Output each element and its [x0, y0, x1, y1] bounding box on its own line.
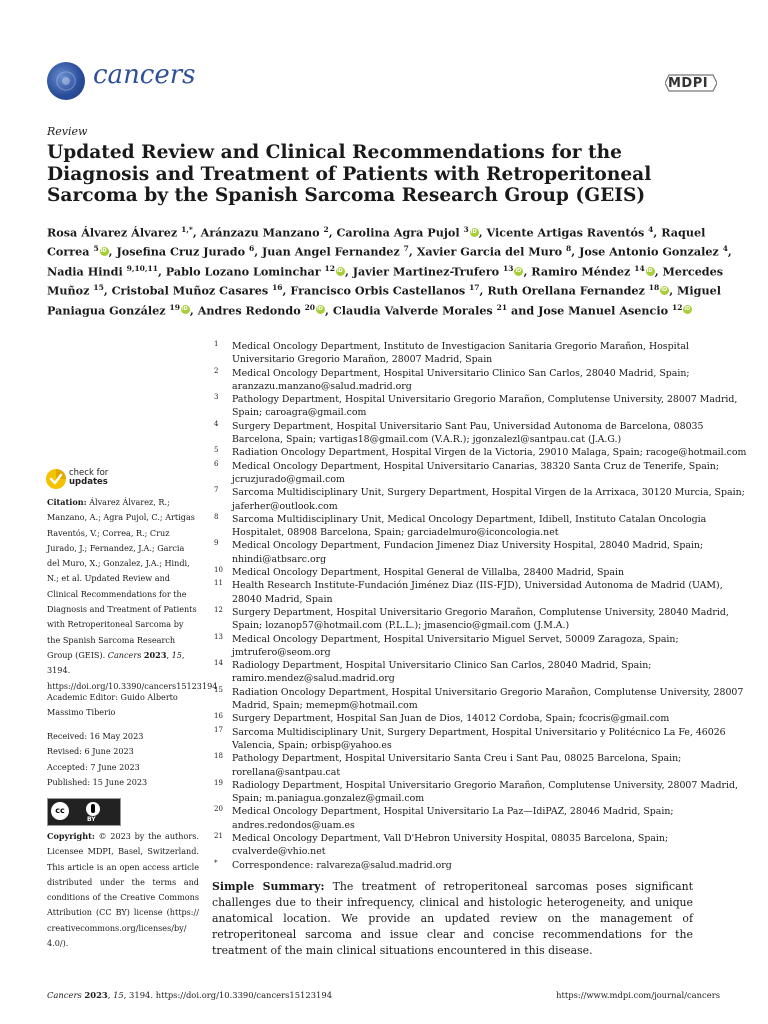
- cc-icon: cc: [51, 802, 69, 820]
- author-separator: ,: [523, 264, 532, 279]
- author-separator: ,: [727, 245, 732, 260]
- author-name: Miguel Paniagua González: [47, 284, 721, 318]
- affiliation-number: 9: [214, 539, 219, 548]
- author-name: Cristobal Muñoz Casares: [111, 284, 269, 299]
- author-separator: ,: [479, 284, 488, 299]
- author-separator: ,: [189, 303, 198, 318]
- affiliation-number: 17: [214, 725, 223, 734]
- journal-logo-icon: [47, 62, 85, 100]
- author-affiliation-ref: 4: [722, 244, 728, 254]
- author-affiliation-ref: 16: [272, 283, 283, 293]
- summary-text: The treatment of retroperitoneal sarcomas poses significant challenges due to their infrequency, clinical and histologic heterogeneity, and unique anatomical location. We provide an updated review on the management of retroperitoneal sarcoma and issue clear and concise recommendations for the treatment of the main clinical situations encountered in this disease.: [212, 880, 693, 957]
- affiliation-text: Medical Oncology Department, Hospital Universitario Clinico San Carlos, 28040 Madrid, Spain; aranzazu.manzano@salud.madrid.org: [232, 367, 690, 392]
- citation-text: Álvarez Álvarez, R.; Manzano, A.; Agra Pujol, C.; Artigas Raventós, V.; Correa, R.; Cruz Jurado, J.; Fernandez, J.A.; Garcia del Muro, X.; Gonzalez, J.A.; Hindi, N.; et al. Updated Review and Clinical Recommendations for the Diagnosis and Treatment of Patients with Retroperitoneal Sarcoma by the Spanish Sarcoma Research Group (GEIS).: [47, 497, 197, 660]
- affiliation-item: [212, 752, 752, 779]
- affiliation-number: 4: [214, 419, 219, 428]
- author-affiliation-ref: 4: [648, 225, 654, 234]
- by-person-icon: [86, 802, 100, 816]
- date-published: Published: 15 June 2023: [47, 776, 148, 787]
- author-name: Francisco Orbis Castellanos: [290, 284, 466, 299]
- author-name: Claudia Valverde Morales: [332, 303, 493, 318]
- academic-editor: Academic Editor: Guido Alberto Massimo Tiberio: [47, 692, 178, 718]
- author-separator: ,: [192, 225, 201, 240]
- orcid-icon[interactable]: [646, 267, 655, 276]
- author-name: Javier Martinez-Trufero: [352, 264, 500, 279]
- author-separator: ,: [325, 303, 333, 318]
- check-line1: check for: [69, 468, 109, 478]
- author-affiliation-ref: 17: [469, 283, 480, 293]
- affiliation-item: [212, 686, 752, 713]
- by-label: BY: [87, 816, 96, 823]
- author-affiliation-ref: 13: [503, 263, 514, 273]
- dates-block: [47, 729, 199, 790]
- affiliation-number: 1: [214, 340, 219, 348]
- affiliation-text: Medical Oncology Department, Instituto de Investigacion Sanitaria Gregorio Marañon, Hospital Universitario Gregorio Marañon, 28007 Madrid, Spain: [232, 341, 689, 366]
- author-separator: ,: [108, 245, 117, 260]
- affiliation-number: 16: [214, 712, 223, 721]
- affiliation-text: Radiation Oncology Department, Hospital Virgen de la Victoria, 29010 Malaga, Spain; racoge@hotmail.com: [232, 447, 747, 459]
- date-received: Received: 16 May 2023: [47, 731, 144, 741]
- affiliation-number: 13: [214, 632, 223, 641]
- affiliation-item: [212, 712, 752, 725]
- affiliation-text: Pathology Department, Hospital Universitario Gregorio Marañon, Complutense University, 28007 Madrid, Spain; caroagra@gmail.com: [232, 394, 738, 419]
- affiliation-text: Medical Oncology Department, Fundacion Jimenez Diaz University Hospital, 28040 Madrid, Spain; nhindi@atbsarc.org: [232, 540, 704, 565]
- footer-year: 2023: [84, 990, 108, 1000]
- author-separator: ,: [254, 245, 262, 260]
- affiliation-number: 19: [214, 778, 223, 787]
- affiliation-text: Surgery Department, Hospital San Juan de Dios, 14012 Cordoba, Spain; fcocris@gmail.com: [232, 713, 670, 725]
- affiliation-number: 5: [214, 446, 219, 455]
- author-affiliation-ref: 21: [496, 302, 508, 312]
- author-separator: ,: [282, 284, 291, 299]
- author-affiliation-ref: 2: [323, 225, 329, 234]
- affiliation-item: [212, 659, 752, 686]
- citation-block: Citation: Álvarez Álvarez, R.; Manzano, A.; Agra Pujol, C.; Artigas Raventós, V.; Correa, R.; Cruz Jurado, J.; Fernandez, J.A.; Garcia del Muro, X.; Gonzalez, J.A.; Hindi, N.; et al. Updated Review and Clinical Recommendations for the Diagnosis and Treatment of Patients with Retroperitoneal Sarcoma by the Spanish Sarcoma Research Group (GEIS). Cancers 2023, 15, 3194. https://doi.org/10.3390/cancers15123194: [47, 497, 218, 691]
- footer-doi[interactable]: , 3194. https://doi.org/10.3390/cancers15123194: [123, 990, 333, 1000]
- author-name: Ruth Orellana Fernandez: [487, 284, 645, 299]
- affiliation-number: 11: [214, 579, 223, 588]
- affiliation-text: Medical Oncology Department, Hospital General de Villalba, 28400 Madrid, Spain: [232, 567, 625, 579]
- author-affiliation-ref: 6: [248, 244, 255, 254]
- affiliation-text: Sarcoma Multidisciplinary Unit, Surgery Department, Hospital Virgen de la Arrixaca, 30120 Murcia, Spain; jaferher@outlook.com: [232, 487, 745, 512]
- author-separator: ,: [328, 225, 337, 240]
- author-name: Rosa Álvarez Álvarez: [47, 225, 178, 240]
- summary-label: Simple Summary:: [212, 880, 325, 893]
- author-name: Vicente Artigas Raventós: [486, 225, 645, 240]
- author-separator: ,: [157, 264, 166, 279]
- affiliation-item: [212, 393, 752, 420]
- affiliation-text: Health Research Institute-Fundación Jiménez Diaz (IIS-FJD), Universidad Autonoma de Madrid (UAM), 28040 Madrid, Spain: [232, 580, 723, 605]
- affiliation-number: 2: [214, 366, 219, 375]
- copyright-block: [47, 829, 199, 951]
- affiliation-number: 15: [214, 685, 223, 694]
- affiliation-text: Radiology Department, Hospital Universitario Gregorio Marañon, Complutense University, 28007 Madrid, Spain; m.paniagua.gonzalez@gmail.com: [232, 779, 738, 805]
- author-separator: ,: [654, 264, 663, 279]
- affiliation-item: [212, 726, 752, 753]
- affiliation-item: [212, 805, 752, 832]
- journal-name: cancers: [93, 60, 196, 90]
- author-affiliation-ref: 19: [169, 302, 180, 312]
- affiliation-item: [212, 539, 752, 566]
- author-name: Andres Redondo: [197, 303, 301, 318]
- author-separator: ,: [653, 225, 662, 240]
- affiliation-item: [212, 566, 752, 579]
- author-affiliation-ref: 14: [634, 263, 645, 273]
- affiliation-number: 12: [214, 605, 223, 614]
- copyright-text: © 2023 by the authors. Licensee MDPI, Basel, Switzerland. This article is an open access article distributed under the terms and conditions of the Creative Commons Attribution (CC BY) license (https:// creativecommons.org/licenses/by/ 4.0/).: [47, 831, 199, 949]
- affiliation-text: Sarcoma Multidisciplinary Unit, Surgery Department, Hospital Universitario y Politécnico La Fe, 46026 Valencia, Spain; orbisp@yahoo.es: [232, 726, 726, 751]
- affiliation-item: [212, 832, 752, 859]
- author-affiliation-ref: 7: [403, 244, 409, 254]
- author-affiliation-ref: 12: [324, 263, 335, 273]
- affiliation-text: Correspondence: ralvareza@salud.madrid.org: [232, 859, 452, 871]
- orcid-icon[interactable]: [336, 267, 345, 276]
- affiliation-text: Pathology Department, Hospital Universitario Santa Creu i Sant Pau, 08025 Barcelona, Spain; rorellana@santpau.cat: [232, 753, 682, 778]
- affiliation-text: Medical Oncology Department, Hospital Universitario La Paz—IdiPAZ, 28046 Madrid, Spain; andres.redondos@uam.es: [232, 806, 674, 831]
- affiliation-number: 14: [214, 659, 223, 668]
- author-separator: ,: [478, 225, 487, 240]
- date-accepted: Accepted: 7 June 2023: [47, 761, 140, 772]
- author-affiliation-ref: 3: [463, 225, 469, 234]
- orcid-icon[interactable]: [181, 305, 190, 314]
- citation-volume: 15: [171, 649, 182, 660]
- affiliation-number: *: [214, 858, 218, 867]
- check-for-updates-icon[interactable]: [45, 468, 67, 490]
- author-separator: and: [507, 303, 539, 318]
- author-affiliation-ref: 15: [93, 283, 104, 293]
- affiliation-item: [212, 579, 752, 606]
- citation-year: 2023: [143, 649, 167, 660]
- author-name: Juan Angel Fernandez: [262, 245, 400, 260]
- author-separator: ,: [103, 284, 112, 299]
- affiliation-list: [212, 340, 752, 872]
- affiliation-text: Medical Oncology Department, Vall D'Hebron University Hospital, 08035 Barcelona, Spain; cvalverde@vhio.net: [232, 832, 669, 858]
- affiliation-item: [212, 859, 752, 872]
- article-title: Updated Review and Clinical Recommendations for the Diagnosis and Treatment of Patients with Retroperitoneal Sarcoma by the Spanish Sarcoma Research Group (GEIS): [47, 142, 652, 206]
- affiliation-text: Sarcoma Multidisciplinary Unit, Medical Oncology Department, Idibell, Instituto Catalan Oncologia Hospitalet, 08908 Barcelona, Spain; garciadelmuro@iconcologia.net: [232, 513, 707, 539]
- author-affiliation-ref: 12: [671, 302, 683, 312]
- author-list: [47, 222, 737, 319]
- affiliation-text: Radiation Oncology Department, Hospital Universitario Gregorio Marañon, Complutense University, 28007 Madrid, Spain; memepm@hotmail.com: [232, 686, 744, 712]
- author-affiliation-ref: 5: [93, 244, 99, 254]
- citation-pages[interactable]: , 3194. https://doi.org/10.3390/cancers15123194: [47, 649, 218, 691]
- affiliation-text: Surgery Department, Hospital Universitario Gregorio Marañon, Complutense University, 28040 Madrid, Spain; lozanop57@hotmail.com (P.L.L.); jmasencio@gmail.com (J.M.A.): [232, 606, 729, 632]
- affiliation-number: 18: [214, 752, 223, 761]
- author-affiliation-ref: 1,*: [181, 225, 193, 234]
- affiliation-item: [212, 420, 752, 447]
- citation-label: Citation:: [47, 497, 87, 507]
- publisher-name: MDPI: [668, 76, 709, 91]
- orcid-icon[interactable]: [683, 305, 692, 314]
- author-name: Nadia Hindi: [47, 264, 123, 279]
- author-affiliation-ref: 20: [304, 302, 316, 312]
- author-name: Jose Manuel Asencio: [538, 303, 669, 318]
- check-for-updates-label[interactable]: [69, 469, 108, 487]
- affiliation-text: Radiology Department, Hospital Universitario Clinico San Carlos, 28040 Madrid, Spain; ramiro.mendez@salud.madrid.org: [232, 660, 652, 685]
- author-name: Ramiro Méndez: [531, 264, 631, 279]
- date-revised: Revised: 6 June 2023: [47, 746, 134, 757]
- affiliation-item: [212, 486, 752, 513]
- author-separator: ,: [571, 245, 580, 260]
- affiliation-number: 21: [214, 831, 223, 840]
- simple-summary: [212, 879, 693, 959]
- affiliation-number: 6: [214, 459, 219, 468]
- orcid-icon[interactable]: [660, 286, 669, 295]
- affiliation-text: Medical Oncology Department, Hospital Universitario Canarias, 38320 Santa Cruz de Tenerife, Spain; jcruzjurado@gmail.com: [232, 460, 719, 485]
- author-separator: ,: [669, 284, 678, 299]
- author-affiliation-ref: 18: [648, 283, 660, 293]
- footer-volume: 15: [113, 990, 124, 1000]
- affiliation-item: [212, 446, 752, 459]
- footer-journal-url[interactable]: https://www.mdpi.com/journal/cancers: [556, 990, 720, 1000]
- affiliation-text: Medical Oncology Department, Hospital Universitario Miguel Servet, 50009 Zaragoza, Spain; jmtrufero@seom.org: [232, 633, 679, 658]
- copyright-label: Copyright:: [47, 831, 95, 841]
- author-name: Aránzazu Manzano: [200, 225, 320, 240]
- author-name: Carolina Agra Pujol: [336, 225, 460, 240]
- footer-citation: Cancers 2023, 15, 3194. https://doi.org/10.3390/cancers15123194: [47, 990, 333, 1000]
- orcid-icon[interactable]: [100, 247, 109, 256]
- affiliation-item: [212, 779, 752, 806]
- author-name: Raquel Correa: [47, 225, 706, 260]
- author-affiliation-ref: 9,10,11: [126, 263, 158, 273]
- affiliation-text: Surgery Department, Hospital Universitario Sant Pau, Universidad Autonoma de Barcelona, 08035 Barcelona, Spain; vartigas18@gmail.com (V.A.R.); jgonzalezl@santpau.cat (J.A.G.): [232, 420, 704, 446]
- citation-journal: Cancers: [107, 649, 142, 660]
- affiliation-item: [212, 513, 752, 540]
- affiliation-number: 10: [214, 566, 223, 575]
- affiliation-item: [212, 460, 752, 487]
- author-separator: ,: [344, 264, 353, 279]
- author-name: Josefina Cruz Jurado: [116, 245, 246, 260]
- article-type: Review: [47, 125, 88, 138]
- author-name: Pablo Lozano Lominchar: [165, 264, 321, 279]
- footer-journal: Cancers: [47, 990, 82, 1000]
- affiliation-number: 3: [214, 393, 219, 402]
- author-separator: ,: [408, 245, 417, 260]
- author-affiliation-ref: 8: [566, 244, 572, 254]
- cc-by-license-badge[interactable]: [47, 798, 121, 826]
- affiliation-item: [212, 606, 752, 633]
- orcid-icon[interactable]: [316, 305, 325, 314]
- author-name: Mercedes Muñoz: [47, 264, 724, 299]
- affiliation-item: [212, 367, 752, 394]
- affiliation-number: 8: [214, 512, 219, 521]
- affiliation-number: 20: [214, 805, 223, 814]
- affiliation-item: [212, 633, 752, 660]
- affiliation-item: [212, 340, 752, 367]
- orcid-icon[interactable]: [470, 228, 479, 237]
- author-name: Jose Antonio Gonzalez: [579, 245, 719, 260]
- author-name: Xavier Garcia del Muro: [416, 245, 563, 260]
- affiliation-number: 7: [214, 486, 219, 495]
- check-line2: updates: [69, 477, 108, 487]
